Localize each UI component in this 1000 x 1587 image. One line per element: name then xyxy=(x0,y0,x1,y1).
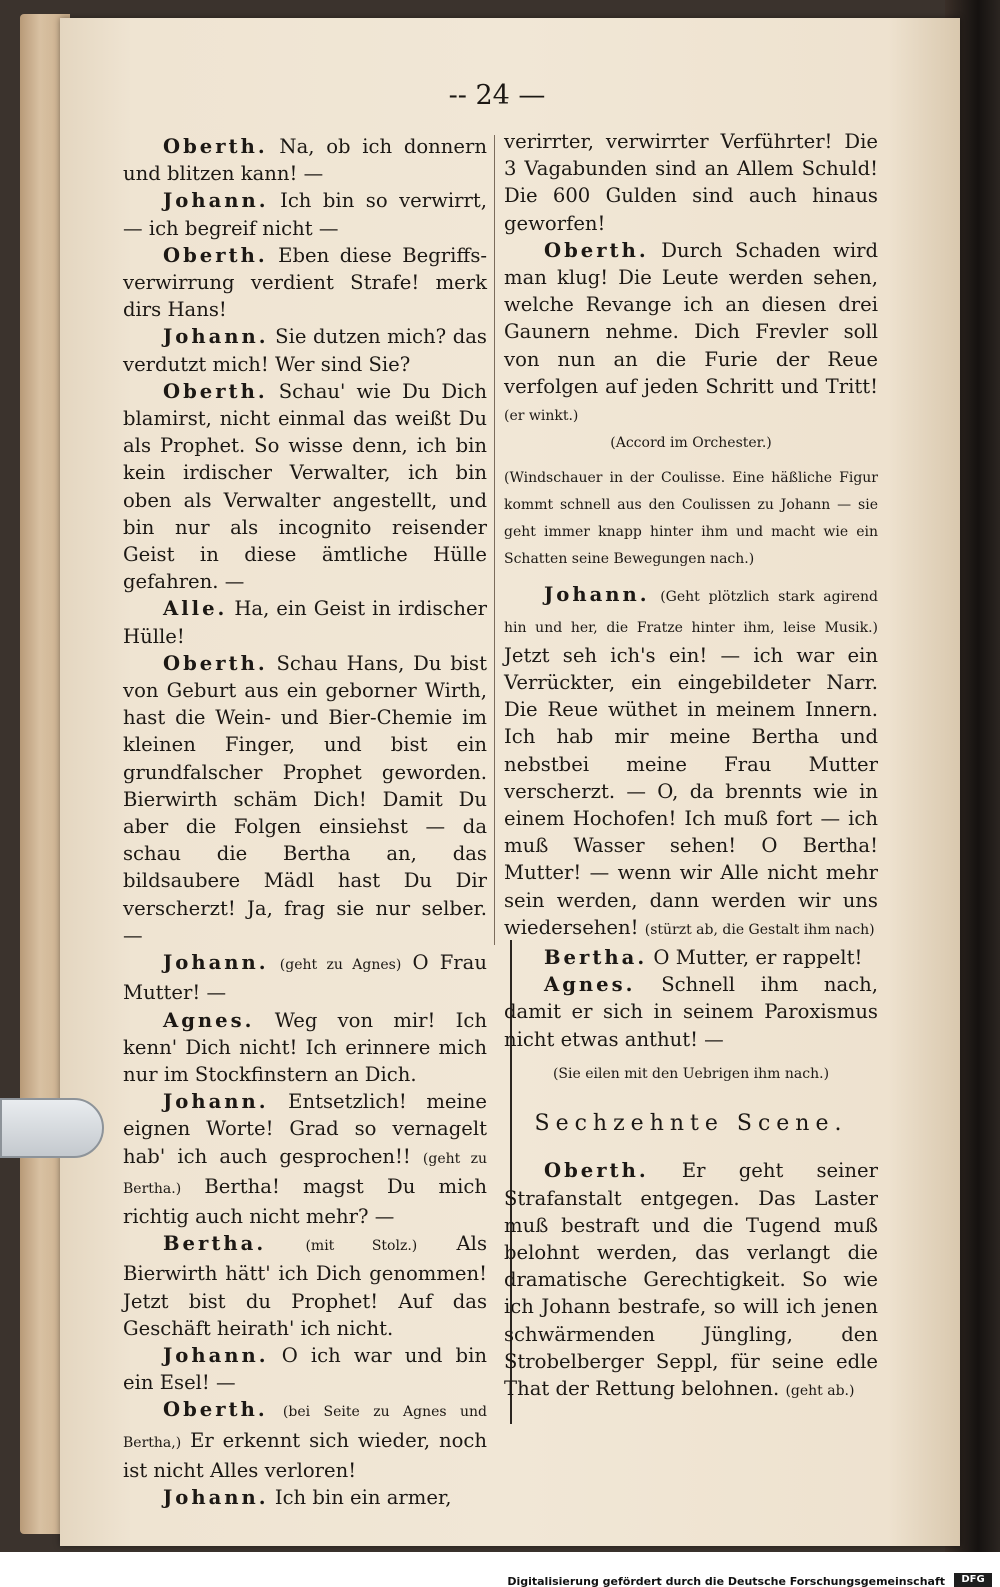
speech-text: Er erkennt sich wieder, noch ist nicht Alles verloren! xyxy=(123,1428,488,1482)
stage-direction: (er winkt.) xyxy=(504,408,579,425)
speaker-name: Johann. xyxy=(163,1090,269,1114)
speech xyxy=(123,133,487,187)
speaker-name: Oberth. xyxy=(163,651,268,675)
speech xyxy=(123,595,487,649)
speech xyxy=(504,944,878,971)
speech xyxy=(123,1230,487,1342)
speech xyxy=(123,1396,487,1484)
speech xyxy=(123,1342,487,1396)
speech-text: Sie dutzen mich? das verdutzt mich! Wer sind Sie? xyxy=(123,325,487,376)
speech-text: Schau Hans, Du bist von Geburt aus ein geborner Wirth, hast die Wein- und Bier-Chemie im kleinen Finger, und bist ein grundfalscher Prophet geworden. Bierwirth schäm Dich! Damit Du aber die Folgen einsiehst — da schau die Bertha an, das bildsaubere Mädl hast Du Dir verscherzt! Ja, frag sie nur selber. — xyxy=(123,651,487,947)
speech-text: Entsetzlich! meine eignen Worte! Grad so vernagelt hab' ich auch gesprochen!! xyxy=(123,1090,488,1168)
speech-text: Ich bin so verwirrt, — ich begreif nicht — xyxy=(123,189,488,240)
speech-text: Schnell ihm nach, damit er sich in seinem Paroxismus nicht etwas anthut! — xyxy=(504,973,879,1051)
speaker-name: Johann. xyxy=(163,325,269,349)
speaker-name: Agnes. xyxy=(544,973,636,997)
stage-direction: (Geht plötzlich stark agirend hin und her, die Fratze hinter ihm, leise Musik.) xyxy=(504,589,878,636)
speech-text: Na, ob ich donnern und blitzen kann! — xyxy=(123,135,487,186)
speech xyxy=(123,187,487,241)
speech-text: Ich bin ein armer, xyxy=(274,1485,452,1509)
stage-direction: (Windschauer in der Coulisse. Eine häßliche Figur kommt schnell aus den Coulissen zu Johann — sie geht immer knapp hinter ihm und macht wie ein Schatten seine Bewegungen nach.) xyxy=(504,470,878,568)
speech xyxy=(123,1484,487,1511)
scene-title: Sechzehnte Scene. xyxy=(534,1111,848,1137)
speech xyxy=(504,581,878,944)
speaker-name: Oberth. xyxy=(544,238,649,262)
speech-continuation: verirrter, verwirrter Verführter! Die 3 Vagabunden sind an Allem Schuld! Die 600 Gulden sind auch hinaus geworfen! xyxy=(504,130,878,235)
stage-direction: (stürzt ab, die Gestalt ihm nach) xyxy=(644,921,875,938)
speech xyxy=(504,971,878,1053)
spacer xyxy=(504,1053,878,1061)
speech xyxy=(123,650,487,949)
stage-direction: (geht zu Agnes) xyxy=(279,957,402,974)
speaker-name: Agnes. xyxy=(163,1008,255,1032)
speaker-name: Bertha. xyxy=(163,1232,267,1256)
speaker-name: Alle. xyxy=(163,597,228,621)
speech xyxy=(123,1007,487,1089)
speech-text: Schau' wie Du Dich blamirst, nicht einmal das weißt Du als Prophet. So wisse denn, ich bin kein irdischer Verwalter, ich bin oben als Verwalter angestellt, und bin nur als incognito reisender Geist in diese ämtliche Hülle gefahren. — xyxy=(123,379,488,594)
speaker-name: Johann. xyxy=(163,189,269,213)
speech-text: O Mutter, er rappelt! xyxy=(653,946,863,970)
speech-text: Ha, ein Geist in irdischer Hülle! xyxy=(123,597,487,648)
column-divider-top xyxy=(494,135,495,945)
speaker-name: Oberth. xyxy=(544,1159,649,1183)
speech xyxy=(123,242,487,324)
speech xyxy=(123,378,487,596)
bookmark-tab xyxy=(0,1098,104,1158)
digitization-credit: Digitalisierung gefördert durch die Deutsche Forschungsgemeinschaft xyxy=(507,1575,945,1587)
speech-text: Eben diese Begriffs-verwirrung verdient Strafe! merk dirs Hans! xyxy=(123,243,487,322)
speech-text: Er geht seiner Strafanstalt entgegen. Das Laster muß bestraft und die Tugend muß belohnt werden, das verlangt die dramatische Gerechtigkeit. So wie ich Johann bestrafe, so will ich jenen schwärmenden Jüngling, den Strobelberger Seppl, für seine edle That der Rettung belohnen. xyxy=(504,1159,878,1400)
speaker-name: Johann. xyxy=(163,1485,269,1509)
speech-text: Weg von mir! Ich kenn' Dich nicht! Ich erinnere mich nur im Stockfinstern an Dich. xyxy=(123,1008,487,1086)
speech xyxy=(123,1088,487,1230)
speaker-name: Johann. xyxy=(163,951,269,975)
page-number: -- 24 — xyxy=(448,80,546,111)
stage-direction: (mit Stolz.) xyxy=(305,1238,418,1255)
speech-text: O ich war und bin ein Esel! — xyxy=(123,1343,487,1395)
speaker-name: Oberth. xyxy=(163,379,268,403)
left-column xyxy=(123,133,487,1511)
spacer xyxy=(504,573,878,581)
stage-direction: (bei Seite zu Agnes und Bertha,) xyxy=(123,1404,488,1451)
stage-direction: (geht zu Bertha.) xyxy=(123,1150,488,1197)
right-column xyxy=(504,128,878,1405)
spacer xyxy=(504,457,878,465)
speaker-name: Oberth. xyxy=(163,135,268,158)
stage-direction: (Sie eilen mit den Uebrigen ihm nach.) xyxy=(552,1065,830,1082)
dfg-logo: DFG xyxy=(954,1573,992,1587)
speech xyxy=(123,949,487,1006)
stage-direction: (Accord im Orchester.) xyxy=(610,435,772,452)
speech xyxy=(504,237,878,430)
speech-text: Jetzt seh ich's ein! — ich war ein Verrückter, ein eingebildeter Narr. Die Reue wüthet in meinem Innern. Ich hab mir meine Bertha und nebstbei meine Frau Mutter verscherzt. — O, da brennts wie in einem Hochofen! Ich muß fort — ich muß Wasser sehen! O Bertha! Mutter! — wenn wir Alle nicht mehr sein werden, dann werden wir uns wiedersehen! xyxy=(504,643,878,939)
speaker-name: Oberth. xyxy=(163,243,268,267)
speech xyxy=(504,1157,878,1405)
speech-text: Durch Schaden wird man klug! Die Leute werden sehen, welche Revange ich an diesen drei Gaunern nehme. Dich Frevler soll von nun an die Furie der Reue verfolgen auf jeden Schritt und Tritt! xyxy=(504,238,878,398)
speech-text: Bertha! magst Du mich richtig auch nicht mehr? — xyxy=(123,1174,487,1228)
speech xyxy=(123,323,487,377)
speech-text: O Frau Mutter! — xyxy=(123,951,487,1005)
speaker-name: Johann. xyxy=(544,583,650,607)
speech-text: Als Bierwirth hätt' ich Dich genommen! Jetzt bist du Prophet! Auf das Geschäft heirath' ich nicht. xyxy=(123,1232,488,1340)
speaker-name: Johann. xyxy=(163,1343,269,1367)
speaker-name: Oberth. xyxy=(163,1398,268,1422)
speaker-name: Bertha. xyxy=(544,946,648,970)
stage-direction: (geht ab.) xyxy=(785,1382,855,1399)
